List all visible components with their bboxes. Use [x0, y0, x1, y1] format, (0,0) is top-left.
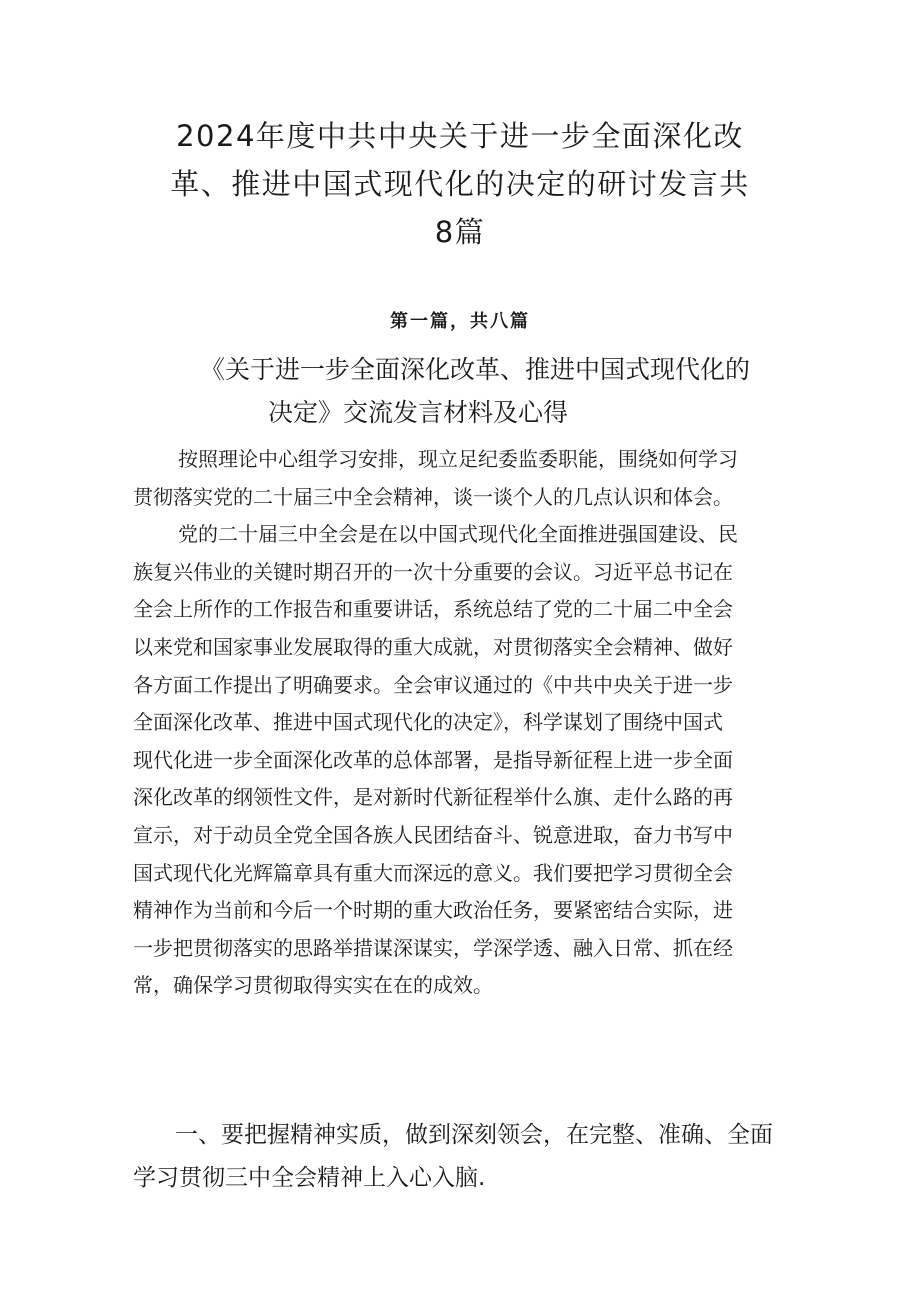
text-line: 以来党和国家事业发展取得的重大成就，对贯彻落实全会精神、做好 — [133, 634, 733, 659]
title-line: 革、推进中国式现代化的决定的研讨发言共 — [170, 167, 750, 201]
text-line: 宣示，对于动员全党全国各族人民团结奋斗、锐意进取，奋力书写中 — [133, 822, 733, 847]
subtitle-line: 《关于进一步全面深化改革、推进中国式现代化的 — [200, 355, 751, 384]
document-title — [140, 112, 780, 256]
text-line: 按照理论中心组学习安排，现立足纪委监委职能，围绕如何学习 — [178, 447, 738, 471]
text-line: 全面深化改革、推进中国式现代化的决定》，科学谋划了围绕中国式 — [133, 710, 723, 735]
paragraph-intro — [133, 441, 793, 516]
text-line: 族复兴伟业的关键时期召开的一次十分重要的会议。习近平总书记在 — [133, 559, 733, 584]
text-line: 贯彻落实党的二十届三中全会精神，谈一谈个人的几点认识和体会。 — [133, 484, 733, 509]
heading-line: 一、要把握精神实质，做到深刻领会，在完整、准确、全面 — [175, 1122, 773, 1148]
heading-line: 学习贯彻三中全会精神上入心入脑. — [133, 1165, 486, 1191]
section-heading-1 — [133, 1114, 813, 1200]
text-line: 一步把贯彻落实的思路举措谋深谋实，学深学透、融入日常、抓在经 — [133, 935, 733, 960]
subtitle-line: 决定》交流发言材料及心得 — [268, 398, 569, 427]
text-line: 深化改革的纲领性文件，是对新时代新征程举什么旗、走什么路的再 — [133, 785, 733, 810]
paragraph-main — [133, 516, 793, 1005]
article-subtitle — [200, 348, 800, 434]
text-line: 国式现代化光辉篇章具有重大而深远的意义。我们要把学习贯彻全会 — [133, 860, 733, 885]
text-line: 精神作为当前和今后一个时期的重大政治任务，要紧密结合实际，进 — [133, 898, 733, 923]
text-line: 全会上所作的工作报告和重要讲话，系统总结了党的二十届二中全会 — [133, 597, 733, 622]
text-line: 常，确保学习贯彻取得实实在在的成效。 — [133, 973, 493, 998]
text-line: 现代化进一步全面深化改革的总体部署，是指导新征程上进一步全面 — [133, 747, 733, 772]
text-line: 各方面工作提出了明确要求。全会审议通过的《中共中央关于进一步 — [133, 672, 733, 697]
title-line: 2024年度中共中央关于进一步全面深化改 — [176, 119, 744, 153]
part-label: 第一篇，共八篇 — [390, 311, 530, 332]
body-text — [133, 441, 793, 1005]
text-line: 党的二十届三中全会是在以中国式现代化全面推进强国建设、民 — [178, 522, 738, 547]
title-line: 8篇 — [434, 215, 486, 249]
